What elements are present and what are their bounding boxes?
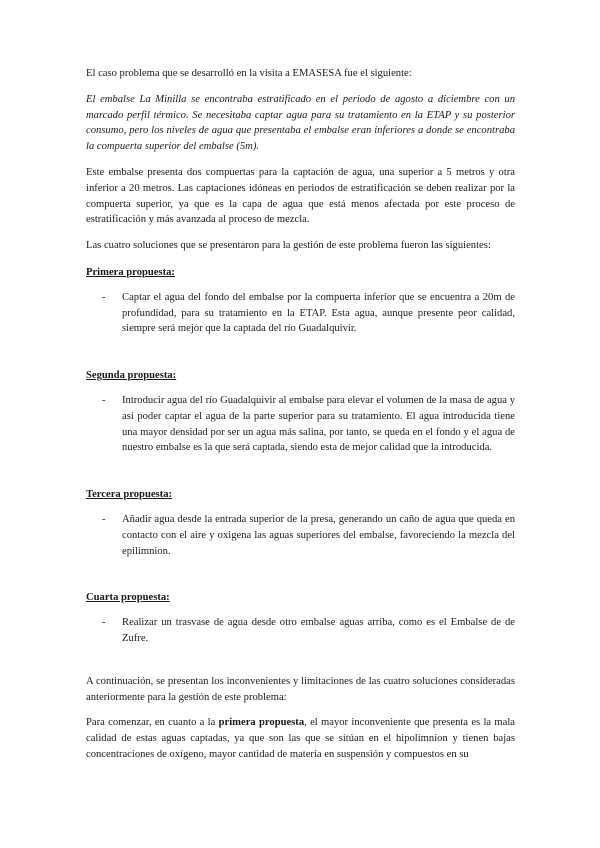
proposal-1-text: Captar el agua del fondo del embalse por la compuerta inferior que se encuentra a 20m de profundidad, para su tratamiento en la ETAP. Esta agua, aunque presente peor calidad, siempre será mejor que la captada del río Guadalquivir. — [122, 291, 515, 335]
proposal-3-item — [86, 512, 515, 559]
proposal-3-heading: Tercera propuesta: — [86, 489, 173, 501]
analysis-bold-term: primera propuesta — [218, 717, 305, 729]
bullet-dash: - — [102, 394, 106, 406]
bullet-dash: - — [102, 513, 106, 525]
bullet-dash: - — [102, 617, 106, 629]
proposal-2-item — [86, 393, 515, 456]
first-proposal-analysis — [86, 715, 515, 762]
proposal-1-item — [86, 290, 515, 337]
proposal-2-text: Introducir agua del río Guadalquivir al embalse para elevar el volumen de la masa de agua y así poder captar el agua de la parte superior para su tratamiento. El agua introducida tiene una mayor densidad por ser un agua más salina, por tanto, se queda en el fondo y el agua de nuestro embalse es la que será captada, siendo esta de mejor calidad que la introducida. — [122, 394, 515, 454]
reservoir-description: Este embalse presenta dos compuertas para la captación de agua, una superior a 5 metros y otra inferior a 20 metros. Las captaciones idóneas en periodos de estratificación se deben realizar por la compuerta superior, ya que es la capa de agua que está menos afectada por este proceso de estratificación y más avanzada al proceso de mezcla. — [86, 166, 515, 226]
analysis-suffix: , el mayor inconveniente que presenta es la mala calidad de estas aguas captadas, ya que son las que se sitúan en el hipolimnion y tienen bajas concentraciones de oxígeno, mayor cantidad de materia en suspensión y compuestos en su — [86, 717, 515, 760]
proposal-4-heading: Cuarta propuesta: — [86, 592, 170, 604]
proposal-4-text: Realizar un trasvase de agua desde otro embalse aguas arriba, como es el Embalse de de Zufre. — [122, 617, 515, 644]
proposal-4-item — [86, 615, 515, 647]
proposal-2-heading: Segunda propuesta: — [86, 370, 177, 382]
case-statement: El embalse La Minilla se encontraba estratificado en el periodo de agosto a diciembre con un marcado perfil térmico. Se necesitaba captar agua para su tratamiento en la ETAP y su posterior consumo, pero los niveles de agua que presentaba el embalse eran inferiores a donde se encontraba la compuerta superior del embalse (5m). — [86, 93, 515, 153]
bullet-dash: - — [102, 291, 106, 303]
proposal-1-heading: Primera propuesta: — [86, 266, 175, 278]
limitations-intro: A continuación, se presentan los inconvenientes y limitaciones de las cuatro soluciones consideradas anteriormente para la gestión de este problema: — [86, 675, 515, 703]
analysis-prefix: Para comenzar, en cuanto a la — [86, 717, 219, 729]
solutions-intro: Las cuatro soluciones que se presentaron para la gestión de este problema fueron las siguientes: — [86, 240, 491, 252]
intro-paragraph: El caso problema que se desarrolló en la visita a EMASESA fue el siguiente: — [86, 68, 412, 79]
proposal-3-text: Añadir agua desde la entrada superior de la presa, generando un caño de agua que queda en contacto con el aire y oxigena las aguas superiores del embalse, favoreciendo la mezcla del epilimnion. — [122, 513, 515, 557]
